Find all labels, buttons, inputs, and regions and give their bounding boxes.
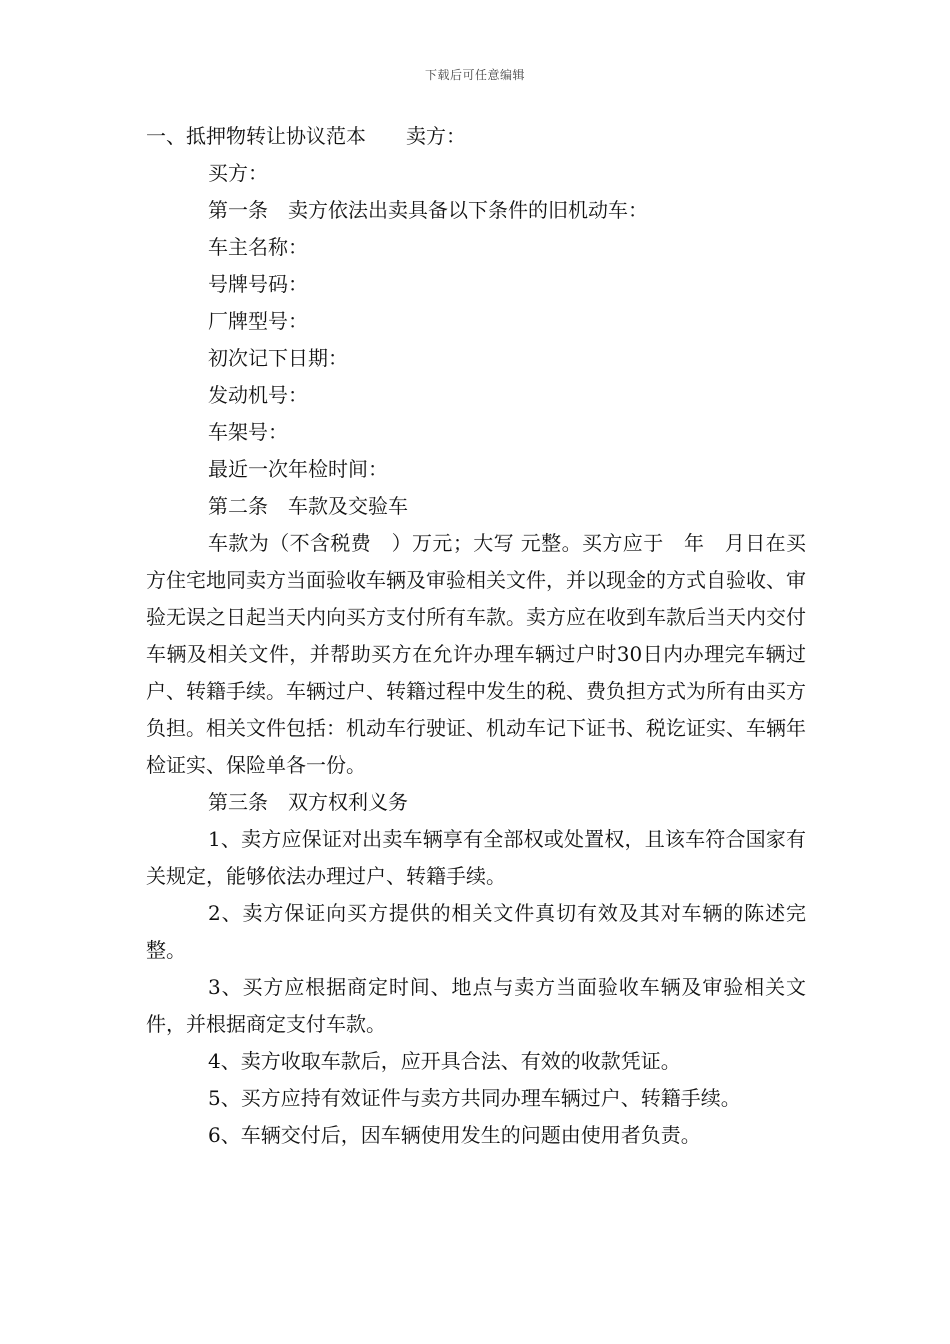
- title-line: [146, 118, 806, 155]
- article2-heading: 第二条 车款及交验车: [208, 494, 408, 518]
- field-first-registration-date: 初次记下日期：: [208, 346, 348, 370]
- field-last-inspection-time: 最近一次年检时间：: [208, 457, 388, 481]
- field-owner-name: 车主名称：: [208, 235, 308, 259]
- header-note: 下载后可任意编辑: [424, 68, 525, 82]
- field-plate-number: 号牌号码：: [208, 272, 308, 296]
- article2-body: 车款为（不含税费 ）万元；大写 元整。买方应于 年 月日在买方住宅地同卖方当面验收车辆及审验相关文件，并以现金的方式自验收、审验无误之日起当天内向买方支付所有车款。卖方应在收到车款后当天内交付车辆及相关文件，并帮助买方在允许办理车辆过户时30日内办理完车辆过户、转籍手续。车辆过户、转籍过程中发生的税、费负担方式为所有由买方负担。相关文件包括：机动车行驶证、机动车记下证书、税讫证实、车辆年检证实、保险单各一份。: [146, 531, 806, 777]
- document-title: 一、抵押物转让协议范本: [146, 124, 366, 148]
- article3-item-3: 3、买方应根据商定时间、地点与卖方当面验收车辆及审验相关文件，并根据商定支付车款。: [146, 975, 806, 1036]
- document-body: [146, 118, 806, 1154]
- field-engine-number: 发动机号：: [208, 383, 308, 407]
- field-frame-number: 车架号：: [208, 420, 288, 444]
- buyer-label: 买方：: [208, 161, 268, 185]
- article3-item-6: 6、车辆交付后，因车辆使用发生的问题由使用者负责。: [208, 1123, 701, 1147]
- article3-item-4: 4、卖方收取车款后，应开具合法、有效的收款凭证。: [208, 1049, 681, 1073]
- article3-item-2: 2、卖方保证向买方提供的相关文件真切有效及其对车辆的陈述完整。: [146, 901, 806, 962]
- seller-label: 卖方：: [406, 124, 466, 148]
- article3-item-1: 1、卖方应保证对出卖车辆享有全部权或处置权，且该车符合国家有关规定，能够依法办理过户、转籍手续。: [146, 827, 806, 888]
- article1-heading: 第一条 卖方依法出卖具备以下条件的旧机动车：: [208, 198, 648, 222]
- article3-heading: 第三条 双方权利义务: [208, 790, 408, 814]
- field-brand-model: 厂牌型号：: [208, 309, 308, 333]
- article3-item-5: 5、买方应持有效证件与卖方共同办理车辆过户、转籍手续。: [208, 1086, 741, 1110]
